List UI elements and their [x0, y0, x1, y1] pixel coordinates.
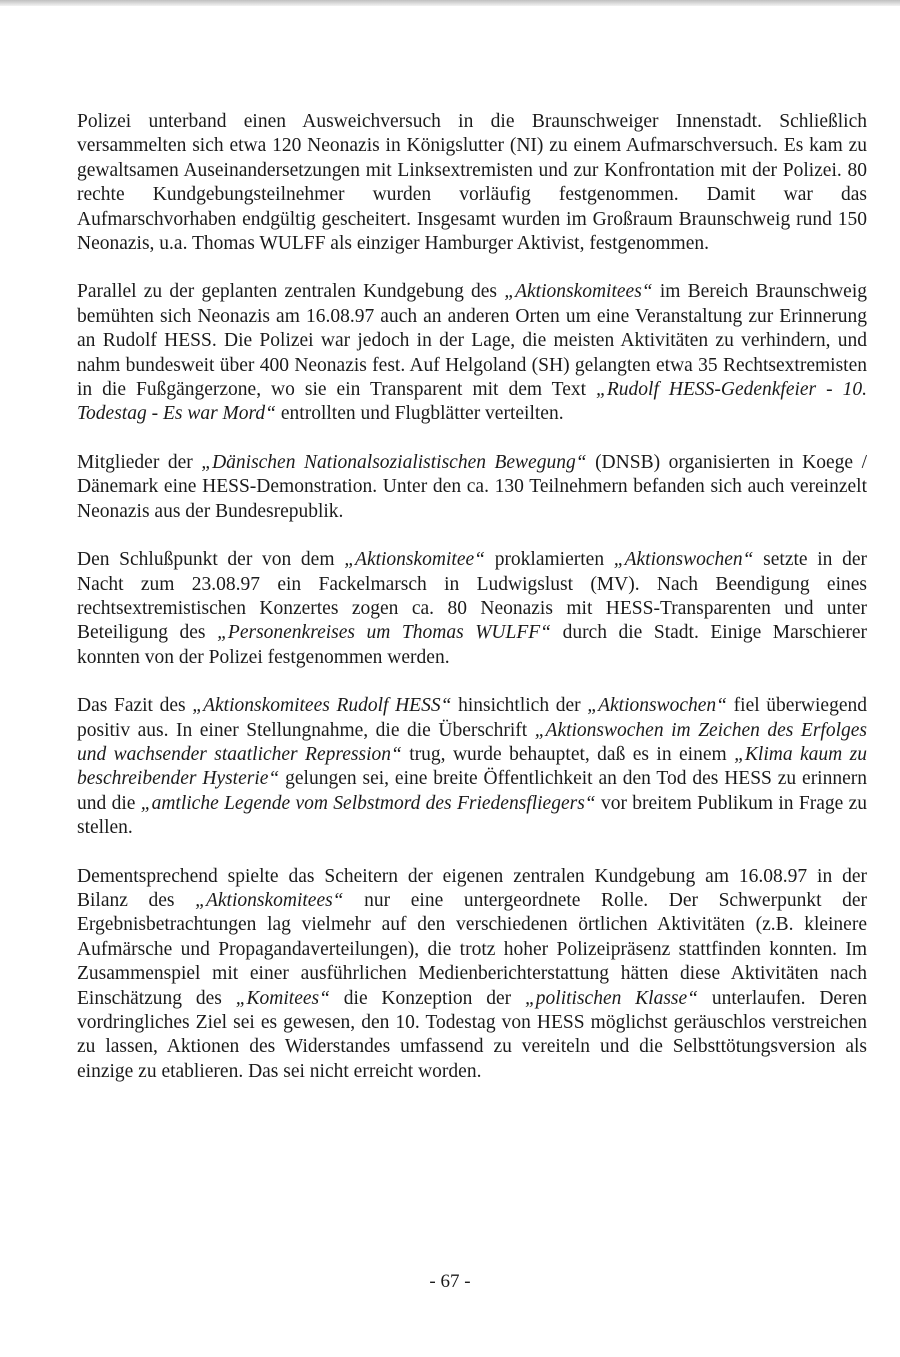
- text-segment: Das Fazit des: [77, 695, 193, 717]
- paragraph-4: [77, 548, 867, 670]
- text-segment: Polizei unterband einen Ausweichversuch in die Braunschweiger Innenstadt. Schließlich versammelten sich etwa 120 Neonazis in Königslutter (NI) zu einem Aufmarschversuch. Es kam zu gewaltsamen Auseinandersetzungen mit Linksextremisten und zur Konfrontation mit der Polizei. 80 rechte Kundgebungsteilnehmer wurden vorläufig festgenommen. Damit war das Aufmarschvorhaben endgültig gescheitert. Insgesamt wurden im Großraum Braunschweig rund 150 Neonazis, u.a. Thomas WULFF als einziger Hamburger Aktivist, festgenommen.: [77, 111, 867, 255]
- text-segment: hinsichtlich der: [451, 695, 588, 717]
- italic-quote: „Aktionswochen“: [613, 549, 754, 571]
- text-segment: Parallel zu der geplanten zentralen Kundgebung des: [77, 281, 505, 303]
- paragraph-1: [77, 110, 867, 256]
- italic-quote: „Komitees“: [235, 987, 330, 1009]
- italic-quote: „Dänischen Nationalsozialistischen Bewegung“: [201, 451, 587, 473]
- text-segment: vor breitem Publikum in Frage zu stellen.: [77, 792, 867, 839]
- paragraph-5: [77, 694, 867, 840]
- italic-quote: „Aktionskomitees“: [504, 281, 653, 303]
- italic-quote: „Aktionskomitees“: [195, 889, 344, 911]
- paragraph-6: [77, 865, 867, 1085]
- text-segment: trug, wurde behauptet, daß es in einem: [401, 743, 735, 765]
- italic-quote: „Aktionswochen“: [587, 695, 728, 717]
- italic-quote: „Klima kaum zu beschreibender Hysterie“: [77, 743, 867, 790]
- text-segment: die Konzeption der: [329, 987, 525, 1009]
- text-segment: Den Schlußpunkt der von dem: [77, 549, 345, 571]
- paragraph-3: [77, 451, 867, 524]
- text-segment: fiel überwiegend positiv aus. In einer Stellungnahme, die die Überschrift: [77, 695, 867, 741]
- italic-quote: „amtliche Legende vom Selbstmord des Friedensfliegers“: [140, 792, 596, 814]
- text-segment: unterlaufen. Deren vordringliches Ziel sei es gewesen, den 10. Todestag von HESS möglichst geräuschlos verstreichen zu lassen, Aktionen des Widerstandes umfassend zu vereiteln und die Selbsttötungsversion als einzige zu etablieren. Das sei nicht erreicht worden.: [77, 987, 867, 1082]
- italic-quote: „politischen Klasse“: [524, 987, 699, 1009]
- text-segment: Mitglieder der: [77, 451, 202, 473]
- text-segment: nur eine untergeordnete Rolle. Der Schwerpunkt der Ergebnisbetrachtungen lag vielmehr auf den verschiedenen örtlichen Aktivitäten (z.B. kleinere Aufmärsche und Propagandaverteilungen), die trotz hoher Polizeipräsenz stattfinden konnten. Im Zusammenspiel mit einer ausführlichen Medienberichterstattung hätten diese Aktivitäten nach Einschätzung des: [77, 889, 867, 1009]
- italic-quote: „Rudolf HESS-Gedenkfeier - 10. Todestag - Es war Mord“: [77, 379, 867, 425]
- text-segment: durch die Stadt. Einige Marschierer konnten von der Polizei festgenommen werden.: [77, 622, 867, 668]
- italic-quote: „Aktionswochen im Zeichen des Erfolges und wachsender staatlicher Repression“: [77, 719, 867, 765]
- text-segment: proklamierten: [485, 549, 614, 571]
- italic-quote: „Aktionskomitee“: [344, 549, 486, 571]
- scan-edge: [0, 0, 900, 6]
- text-segment: setzte in der Nacht zum 23.08.97 ein Fackelmarsch in Ludwigslust (MV). Nach Beendigung eines rechtsextremistischen Konzertes zogen ca. 80 Neonazis mit HESS-Transparenten und unter Beteiligung des: [77, 549, 867, 644]
- text-segment: Dementsprechend spielte das Scheitern der eigenen zentralen Kundgebung am 16.08.97 in der Bilanz des: [77, 865, 867, 911]
- page-number: - 67 -: [429, 1271, 471, 1292]
- paragraph-2: [77, 280, 867, 426]
- text-segment: entrollten und Flugblätter verteilten.: [276, 403, 564, 425]
- italic-quote: „Personenkreises um Thomas WULFF“: [217, 622, 552, 644]
- text-segment: (DNSB) organisierten in Koege / Dänemark eine HESS-Demonstration. Unter den ca. 130 Teilnehmern befanden sich auch vereinzelt Neonazis aus der Bundesrepublik.: [77, 451, 867, 522]
- page-body-text: [77, 110, 867, 1108]
- text-segment: im Bereich Braunschweig bemühten sich Neonazis am 16.08.97 auch an anderen Orten um eine Veranstaltung zur Erinnerung an Rudolf HESS. Die Polizei war jedoch in der Lage, die meisten Aktivitäten zu verhindern, und nahm bundesweit über 400 Neonazis fest. Auf Helgoland (SH) gelangten etwa 35 Rechtsextremisten in die Fußgängerzone, wo sie ein Transparent mit dem Text: [77, 281, 868, 401]
- italic-quote: „Aktionskomitees Rudolf HESS“: [192, 695, 452, 717]
- text-segment: gelungen sei, eine breite Öffentlichkeit an den Tod des HESS zu erinnern und die: [77, 768, 868, 814]
